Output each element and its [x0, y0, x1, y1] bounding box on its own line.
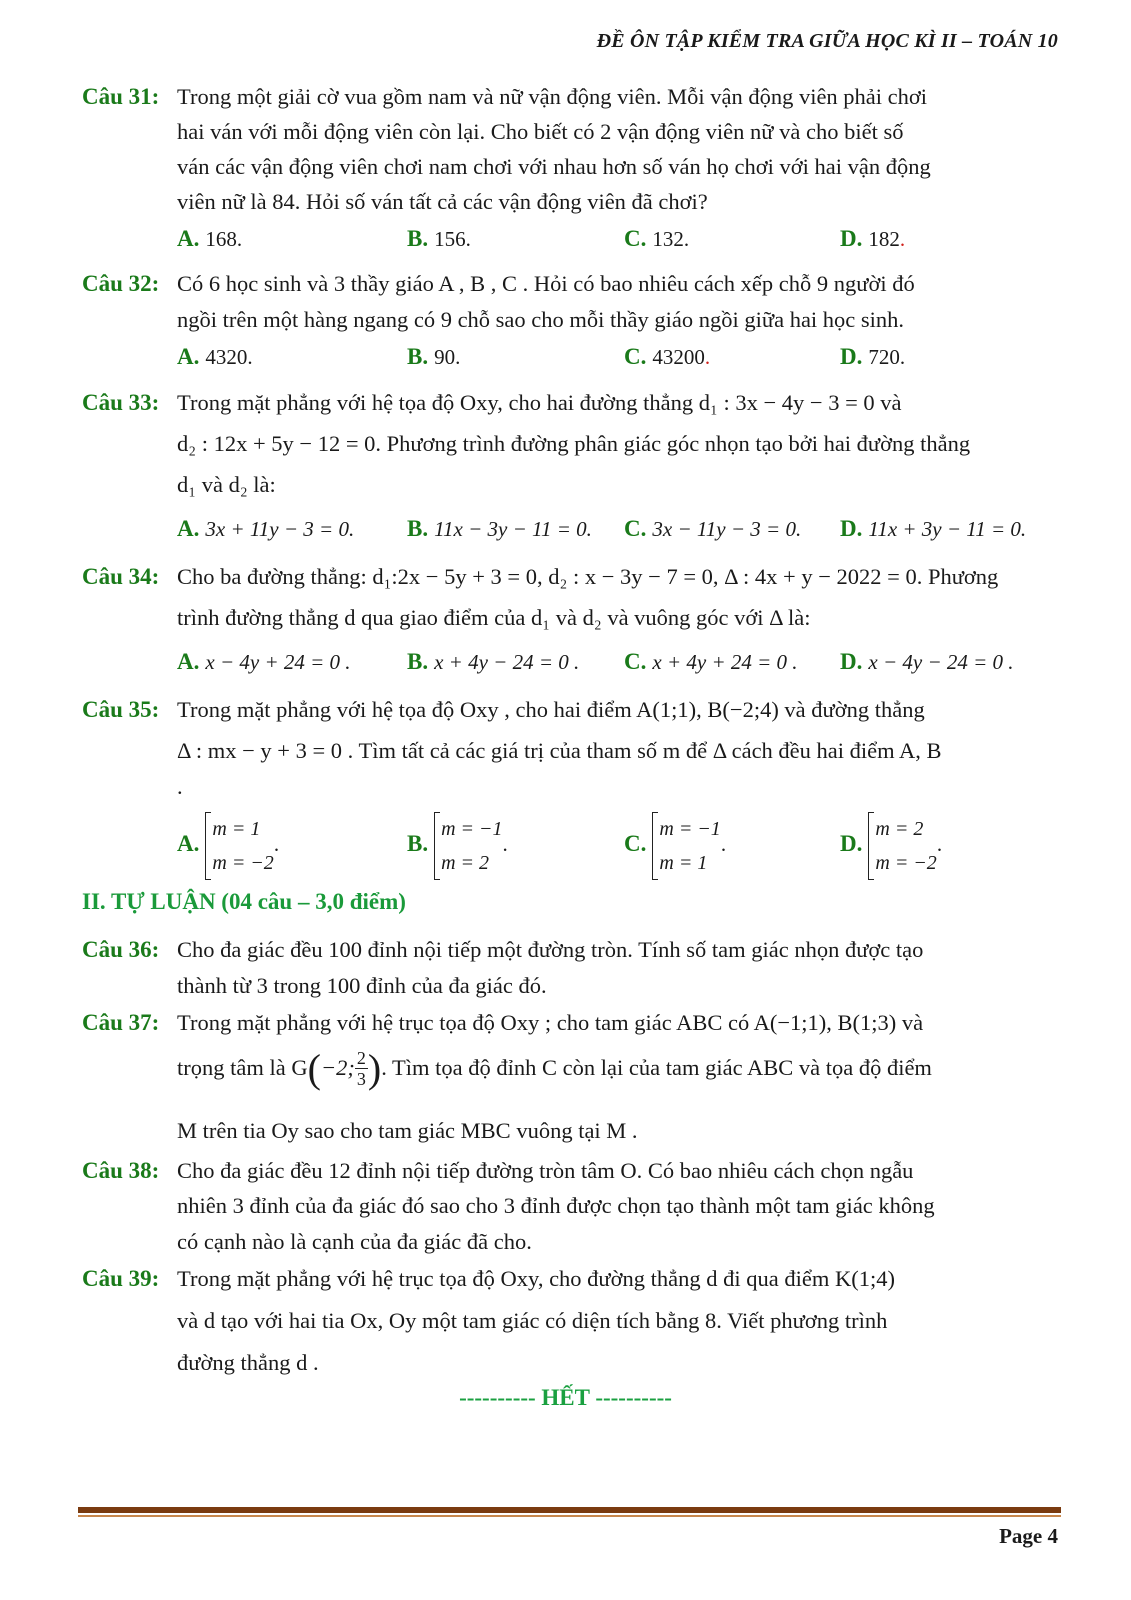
option-text: 720 — [868, 345, 900, 369]
option-text: 156 — [434, 227, 466, 251]
question-31-option-d[interactable] — [840, 226, 905, 252]
question-34-option-a[interactable] — [177, 649, 351, 675]
option-line: m = 2 — [441, 852, 490, 874]
option-dot: . — [455, 345, 461, 369]
option-text: 4320 — [205, 345, 248, 369]
option-text: 43200 — [652, 345, 705, 369]
question-34-option-d[interactable] — [840, 649, 1014, 675]
option-key: A. — [177, 649, 200, 674]
question-35-text-line: Δ : mx − y + 3 = 0 . Tìm tất cả các giá trị của tham số m để Δ cách đều hai điểm A, B — [177, 738, 942, 763]
option-text: 132 — [652, 227, 684, 251]
option-key: D. — [840, 830, 863, 856]
option-line: m = −1 — [441, 818, 503, 840]
left-paren: ( — [307, 1045, 321, 1091]
question-35-label: Câu 35: — [82, 697, 160, 722]
question-33-option-d[interactable] — [840, 516, 1026, 542]
option-dot: . — [899, 227, 906, 251]
footer-rule-thin — [78, 1515, 1061, 1517]
question-32-option-a[interactable] — [177, 344, 253, 370]
option-key: C. — [624, 344, 647, 369]
option-key: B. — [407, 344, 429, 369]
question-32-label: Câu 32: — [82, 271, 160, 296]
question-38-text-line: Cho đa giác đều 12 đỉnh nội tiếp đường tròn tâm O. Có bao nhiêu cách chọn ngẫu — [177, 1158, 914, 1183]
option-text: 3x + 11y − 3 = 0. — [205, 517, 355, 541]
question-34-label: Câu 34: — [82, 564, 160, 589]
option-key: A. — [177, 516, 200, 541]
option-line: m = 2 — [875, 818, 924, 840]
option-key: B. — [407, 649, 429, 674]
option-key: C. — [624, 649, 647, 674]
option-text: 3x − 11y − 3 = 0. — [652, 517, 802, 541]
option-dot: . — [899, 345, 906, 369]
option-key: B. — [407, 830, 429, 856]
question-34-option-c[interactable] — [624, 649, 798, 675]
question-31-option-a[interactable] — [177, 226, 242, 252]
question-32-option-c[interactable] — [624, 344, 710, 370]
option-bracket-system — [205, 812, 273, 880]
option-key: B. — [407, 226, 429, 251]
option-text: x + 4y − 24 = 0 . — [434, 650, 580, 674]
question-39-label: Câu 39: — [82, 1266, 160, 1291]
option-text: 11x − 3y − 11 = 0. — [434, 517, 592, 541]
question-33-option-a[interactable] — [177, 516, 354, 542]
text-segment: −2; — [320, 1055, 355, 1081]
option-key: A. — [177, 226, 200, 251]
question-33-label: Câu 33: — [82, 390, 160, 415]
option-text: 90 — [434, 345, 456, 369]
option-text: 182 — [868, 227, 900, 251]
option-line: m = 1 — [212, 818, 261, 840]
question-35-option-a[interactable]: A. m = 1 m = −2 . — [177, 812, 279, 880]
question-34-option-b[interactable] — [407, 649, 579, 675]
option-key: C. — [624, 516, 647, 541]
question-33-text-line: d₁ và d₂ là: — [177, 472, 276, 497]
option-text: x − 4y + 24 = 0 . — [205, 650, 351, 674]
question-36-text-line: Cho đa giác đều 100 đỉnh nội tiếp một đường tròn. Tính số tam giác nhọn được tạo — [177, 937, 924, 962]
option-text: 11x + 3y − 11 = 0. — [868, 517, 1027, 541]
question-33-option-c[interactable] — [624, 516, 801, 542]
question-35-option-c[interactable]: C. m = −1 m = 1 . — [624, 812, 726, 880]
question-39-text-line: đường thẳng d . — [177, 1350, 319, 1375]
question-32-text-line: Có 6 học sinh và 3 thầy giáo A , B , C . Hỏi có bao nhiêu cách xếp chỗ 9 người đó — [177, 271, 915, 296]
question-32-text-line: ngồi trên một hàng ngang có 9 chỗ sao cho mỗi thầy giáo ngồi giữa hai học sinh. — [177, 307, 905, 332]
question-39-text-line: Trong mặt phẳng với hệ trục tọa độ Oxy, cho đường thẳng d đi qua điểm K(1;4) — [177, 1266, 895, 1291]
question-31-option-b[interactable] — [407, 226, 471, 252]
fraction-numerator: 2 — [356, 1048, 366, 1068]
question-35-option-d[interactable]: D. m = 2 m = −2 . — [840, 812, 942, 880]
fraction-denominator: 3 — [356, 1069, 366, 1089]
option-key: C. — [624, 830, 647, 856]
option-dot: . — [683, 227, 690, 251]
option-key: A. — [177, 344, 200, 369]
question-37-label: Câu 37: — [82, 1010, 160, 1035]
question-33-text-line: Trong mặt phẳng với hệ tọa độ Oxy, cho hai đường thẳng d₁ : 3x − 4y − 3 = 0 và — [177, 390, 902, 415]
question-31-text-line: hai ván với mỗi động viên còn lại. Cho biết có 2 vận động viên nữ và cho biết số — [177, 119, 904, 144]
question-37-text-line: Trong mặt phẳng với hệ trục tọa độ Oxy ; cho tam giác ABC có A(−1;1), B(1;3) và — [177, 1010, 924, 1035]
option-key: C. — [624, 226, 647, 251]
question-31-option-c[interactable] — [624, 226, 689, 252]
option-dot: . — [236, 227, 243, 251]
question-31-text-line: ván các vận động viên chơi nam chơi với nhau hơn số ván họ chơi với hai vận động — [177, 154, 931, 179]
question-34-text-line: Cho ba đường thẳng: d₁:2x − 5y + 3 = 0, d₂ : x − 3y − 7 = 0, Δ : 4x + y − 2022 = 0. Phương — [177, 564, 999, 589]
option-key: A. — [177, 830, 200, 856]
page-header-title: ĐỀ ÔN TẬP KIỂM TRA GIỮA HỌC KÌ II – TOÁN 10 — [596, 30, 1058, 52]
option-dot: . — [465, 227, 471, 251]
question-35-text-line: . — [177, 774, 183, 799]
option-key: D. — [840, 344, 863, 369]
question-33-option-b[interactable] — [407, 516, 592, 542]
option-bracket-system — [868, 812, 936, 880]
text-segment: trọng tâm là G — [177, 1055, 308, 1081]
option-text: 168 — [205, 227, 237, 251]
option-line: m = −2 — [875, 852, 937, 874]
option-text: x + 4y + 24 = 0 . — [652, 650, 798, 674]
question-38-text-line: có cạnh nào là cạnh của đa giác đã cho. — [177, 1229, 532, 1254]
option-key: B. — [407, 516, 429, 541]
option-text: x − 4y − 24 = 0 . — [868, 650, 1014, 674]
question-39-text-line: và d tạo với hai tia Ox, Oy một tam giác có diện tích bằng 8. Viết phương trình — [177, 1308, 888, 1333]
question-38-text-line: nhiên 3 đỉnh của đa giác đó sao cho 3 đỉnh được chọn tạo thành một tam giác không — [177, 1193, 935, 1218]
option-line: m = −2 — [212, 852, 274, 874]
option-dot: . — [247, 345, 253, 369]
option-bracket-system — [434, 812, 502, 880]
question-31-text-line: viên nữ là 84. Hỏi số ván tất cả các vận động viên đã chơi? — [177, 189, 708, 214]
question-35-text-line: Trong mặt phẳng với hệ tọa độ Oxy , cho hai điểm A(1;1), B(−2;4) và đường thẳng — [177, 697, 925, 722]
question-31-label: Câu 31: — [82, 84, 160, 109]
question-37-text-line — [177, 1045, 932, 1091]
fraction — [355, 1048, 368, 1089]
option-key: D. — [840, 226, 863, 251]
option-line: m = 1 — [659, 852, 708, 874]
question-32-option-b[interactable] — [407, 344, 460, 370]
question-35-option-b[interactable]: B. m = −1 m = 2 . — [407, 812, 508, 880]
question-36-label: Câu 36: — [82, 937, 160, 962]
right-paren: ) — [367, 1045, 382, 1091]
section-title-essay: II. TỰ LUẬN (04 câu – 3,0 điểm) — [82, 889, 406, 914]
question-31-text-line: Trong một giải cờ vua gồm nam và nữ vận động viên. Mỗi vận động viên phải chơi — [177, 84, 928, 109]
question-34-text-line: trình đường thẳng d qua giao điểm của d₁ và d₂ và vuông góc với Δ là: — [177, 605, 811, 630]
question-32-option-d[interactable] — [840, 344, 905, 370]
question-36-text-line: thành từ 3 trong 100 đỉnh của đa giác đó. — [177, 973, 547, 998]
footer-rule — [78, 1507, 1061, 1513]
option-key: D. — [840, 649, 863, 674]
option-key: D. — [840, 516, 863, 541]
question-33-text-line: d₂ : 12x + 5y − 12 = 0. Phương trình đường phân giác góc nhọn tạo bởi hai đường thẳng — [177, 431, 971, 456]
option-bracket-system — [652, 812, 720, 880]
page-number: Page 4 — [999, 1524, 1058, 1548]
option-line: m = −1 — [659, 818, 721, 840]
option-dot: . — [704, 345, 711, 369]
end-marker: ---------- HẾT ---------- — [459, 1385, 672, 1410]
text-segment: . Tìm tọa độ đỉnh C còn lại của tam giác ABC và tọa độ điểm — [381, 1055, 932, 1081]
question-37-text-line: M trên tia Oy sao cho tam giác MBC vuông tại M . — [177, 1118, 638, 1143]
question-38-label: Câu 38: — [82, 1158, 160, 1183]
